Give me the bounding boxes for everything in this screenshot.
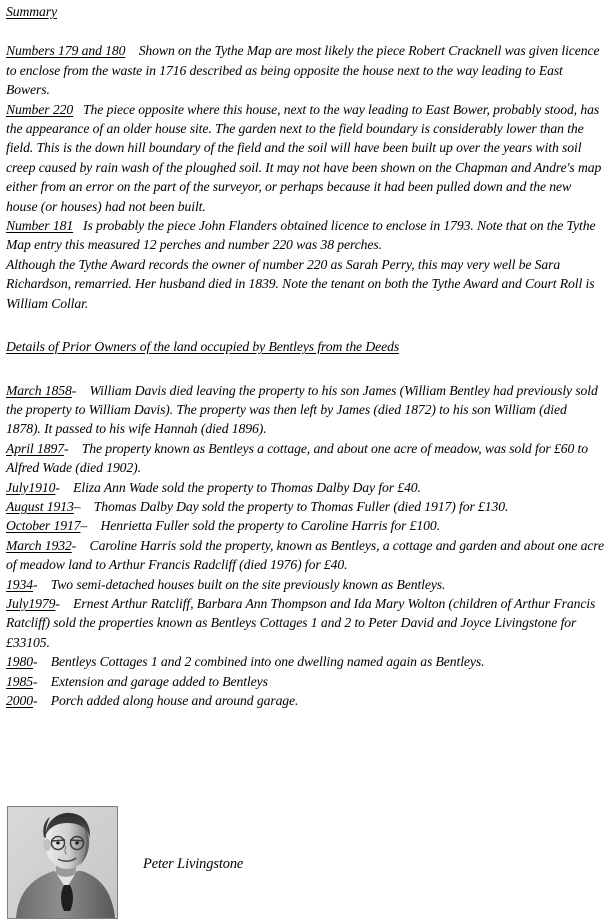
deed-date: March 1858 (6, 382, 72, 398)
paragraph-lead: Numbers 179 and 180 (6, 43, 126, 59)
document-body (6, 2, 604, 710)
deed-entry (6, 497, 604, 516)
deed-entry (6, 536, 604, 575)
spacer (6, 313, 604, 337)
deed-text: Henrietta Fuller sold the property to Caroline Harris for £100. (100, 518, 440, 534)
photo-caption: Peter Livingstone (143, 856, 244, 872)
deed-entry (6, 478, 604, 497)
deed-date: October 1917 (6, 518, 81, 534)
deed-date: 2000 (6, 693, 33, 708)
deed-text: Bentleys Cottages 1 and 2 combined into one dwelling named again as Bentleys. (50, 654, 485, 670)
deed-dash: - (71, 537, 77, 553)
spacer (6, 21, 604, 41)
paragraph-text: Although the Tythe Award records the owner of number 220 as Sarah Perry, this may very well be Sara Richardson, remarried. Her husband died in 1839. Note the tenant on both the Tythe Award and Court Roll is William Collar. (6, 256, 595, 311)
deed-entry (6, 594, 604, 652)
deed-dash: - (32, 654, 38, 670)
deed-text: Two semi-detached houses built on the site previously known as Bentleys. (50, 576, 446, 592)
deed-date: March 1932 (6, 537, 72, 553)
summary-heading-row (6, 2, 604, 21)
deed-dash: - (55, 595, 60, 611)
deed-text: Caroline Harris sold the property, known as Bentleys, a cottage and garden and about one acre of meadow land to Arthur Francis Radcliff (died 1976) for £40. (6, 537, 604, 573)
deed-dash: – (73, 498, 81, 514)
paragraph-text: Shown on the Tythe Map are most likely the piece Robert Cracknell was given licence to enclose from the waste in 1716 described as being opposite the house next to the way leading to East Bowers. (6, 43, 600, 98)
deed-entry (6, 381, 604, 439)
portrait-photo (7, 806, 118, 919)
deed-text: Thomas Dalby Day sold the property to Thomas Fuller (died 1917) for £130. (93, 498, 509, 514)
deed-dash: - (32, 673, 38, 689)
paragraph-number-181 (6, 216, 604, 255)
paragraph-numbers-179-180 (6, 41, 604, 99)
deed-dash: - (32, 576, 38, 592)
deed-entry (6, 652, 604, 671)
paragraph-number-220 (6, 100, 604, 216)
deed-date: July1979 (6, 595, 56, 611)
paragraph-tythe-award (6, 255, 604, 313)
deed-dash: - (32, 693, 38, 708)
paragraph-lead: Number 181 (6, 218, 74, 234)
paragraph-lead: Number 220 (6, 101, 74, 117)
deeds-heading: Details of Prior Owners of the land occupied by Bentleys from the Deeds (6, 339, 400, 355)
deed-entry (6, 575, 604, 594)
deed-text: Porch added along house and around garage. (50, 693, 299, 708)
deed-entry (6, 672, 604, 691)
deed-date: April 1897 (6, 440, 64, 456)
deed-dash: - (63, 440, 69, 456)
paragraph-text: The piece opposite where this house, next to the way leading to East Bower, probably stood, has the appearance of an older house site. The garden next to the field boundary is considerably lower than the field. This is the down hill boundary of the field and the soil will have been built up over the years with soil creep caused by rain wash of the ploughed soil. It may not have been shown on the Chapman and Andre's map either from an error on the part of the surveyor, or perhaps because it had been pulled down and the new house (or houses) had not been built. (6, 101, 602, 214)
deed-date: 1980 (6, 654, 33, 670)
deed-entry (6, 439, 604, 478)
deed-date: 1934 (6, 576, 33, 592)
deed-date: July1910 (6, 479, 56, 495)
deed-entry (6, 516, 604, 535)
portrait-photo-graphic (8, 807, 117, 918)
deed-text: Eliza Ann Wade sold the property to Thomas Dalby Day for £40. (73, 479, 421, 495)
deed-date: 1985 (6, 673, 33, 689)
deed-date: August 1913 (6, 498, 74, 514)
deed-dash: - (55, 479, 60, 495)
summary-heading: Summary (6, 4, 58, 19)
deed-dash: – (80, 518, 88, 534)
deed-text: The property known as Bentleys a cottage, and about one acre of meadow, was sold for £60 to Alfred Wade (died 1902). (6, 440, 588, 476)
deed-text: William Davis died leaving the property to his son James (William Bentley had previously sold the property to William Davis). The property was then left by James (died 1872) to his son William (died 1878). It passed to his wife Hannah (died 1896). (6, 382, 598, 437)
spacer (6, 357, 604, 381)
deed-text: Ernest Arthur Ratcliff, Barbara Ann Thompson and Ida Mary Wolton (children of Arthur Francis Ratcliff) sold the properties known as Bentleys Cottages 1 and 2 to Peter David and Joyce Livingstone for £33105. (6, 595, 596, 650)
paragraph-text: Is probably the piece John Flanders obtained licence to enclose in 1793. Note that on the Tythe Map entry this measured 12 perches and number 220 was 38 perches. (6, 218, 596, 253)
deed-dash: - (71, 382, 77, 398)
deeds-heading-row (6, 337, 604, 356)
deed-text: Extension and garage added to Bentleys (50, 673, 268, 689)
deed-entry (6, 691, 604, 710)
photo-block (0, 804, 609, 919)
